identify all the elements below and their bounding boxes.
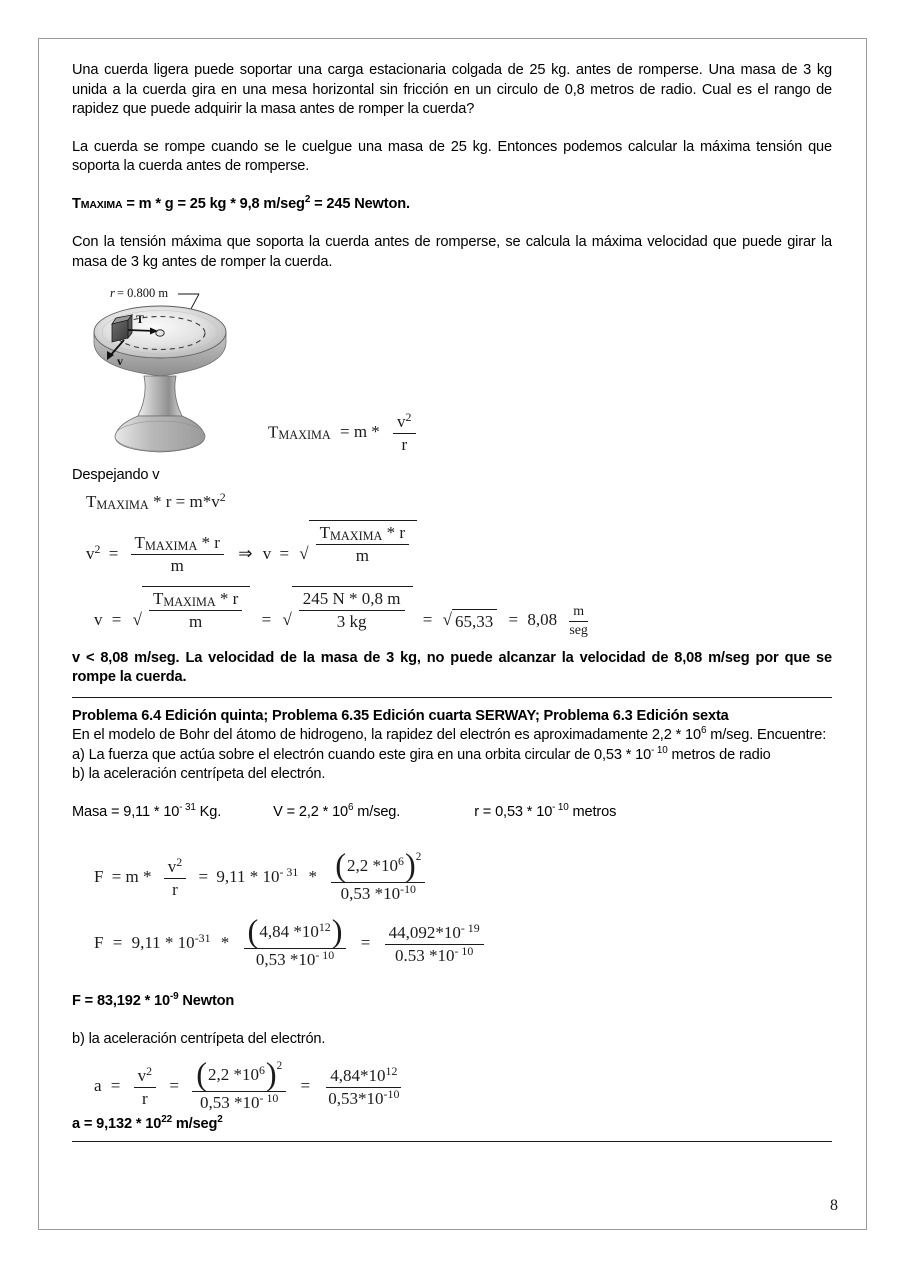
force-result-text1: F = 83,192 * 10	[72, 993, 170, 1010]
eq-step2-frac2-den: m	[355, 545, 369, 565]
eq-step3-radical2: √	[282, 610, 292, 630]
eq-step3-result: 8,08	[527, 610, 558, 630]
eq-force2-frac2-num-exp: - 19	[460, 920, 480, 935]
eq-force1-eq1: = m *	[111, 867, 152, 887]
eq-force2-frac2-den-exp: - 10	[454, 943, 474, 958]
despejando-label: Despejando v	[72, 467, 160, 483]
tension-exponent: 2	[304, 193, 311, 205]
eq-accel-paren-power	[196, 1056, 283, 1093]
eq-accel-paren-close: )	[265, 1056, 277, 1093]
eq-step2-frac2-sub: MAXIMA	[330, 528, 383, 543]
force-result	[72, 992, 832, 1012]
eq-force2-f: F	[94, 933, 104, 953]
eq-accel-frac1-num	[192, 1056, 286, 1093]
eq-force1-paren-close: )	[405, 847, 416, 884]
eq-tmax-num-exp: 2	[405, 410, 412, 424]
eq-step3-frac2	[299, 589, 405, 632]
eq-step2-frac2-num	[316, 523, 409, 545]
problem1-paragraph3: Con la tensión máxima que soporta la cuerda antes de romperse, se calcula la máxima velocidad que puede girar la masa de 3 kg antes de romper la cuerda.	[72, 234, 832, 270]
eq-step3-unit-num: m	[569, 604, 588, 622]
given-radius-unit: metros	[568, 803, 617, 820]
eq-step3-v: v	[94, 610, 103, 630]
eq-step2-frac1-t: T	[134, 533, 145, 553]
eq-step2-equals1: =	[108, 543, 119, 563]
eq-force2-paren-inner	[258, 918, 331, 942]
eq-force2-frac2-den-base: 0.53 *10	[394, 945, 455, 965]
problem1-conclusion: v < 8,08 m/seg. La velocidad de la masa de 3 kg, no puede alcanzar la velocidad de 8,08 m/seg por que se rompe la cuerda.	[72, 649, 832, 686]
eq-force1-den-exp: -10	[400, 882, 416, 897]
eq-force2-den-base: 0,53 *10	[255, 950, 316, 970]
eq-force1-outer-exp: 2	[415, 851, 422, 864]
eq-accel-frac2-den	[324, 1088, 403, 1109]
eq-accel-outer-exp: 2	[276, 1060, 283, 1073]
eq-accel-frac1-den-exp: - 10	[259, 1091, 279, 1106]
eq-step3-equals4: =	[508, 610, 519, 630]
problem2-item-a	[72, 746, 832, 766]
tension-arrow-label: T	[136, 312, 145, 326]
eq-accel-frac2-den-exp: -10	[383, 1086, 400, 1101]
given-radius-exp: - 10	[552, 801, 569, 813]
tension-rest-a: = m * g = 25 kg * 9,8 m/seg	[122, 195, 305, 212]
eq-step2-frac2-rest: * r	[382, 522, 406, 542]
eq-force1-v-exp: 2	[176, 854, 183, 869]
eq-accel-frac1-den	[196, 1092, 282, 1113]
eq-force2-times: *	[220, 933, 230, 953]
eq-step2-frac1-num	[131, 533, 224, 555]
eq-accel-frac2	[324, 1063, 403, 1109]
given-velocity-label: V = 2,2 * 10	[273, 803, 348, 820]
eq-force1-f: F	[94, 867, 104, 887]
figure-region	[72, 284, 832, 466]
eq-step1-t-sub: MAXIMA	[96, 497, 149, 512]
eq-accel-v-exp: 2	[146, 1063, 153, 1078]
eq-force1-paren-open: (	[335, 847, 347, 884]
eq-step2-arrow: ⇒	[238, 543, 253, 563]
eq-accel-frac1-den-base: 0,53 *10	[200, 1093, 260, 1113]
eq-step3-unit-frac	[565, 604, 592, 639]
tension-max-formula	[72, 195, 832, 216]
eq-tmax-denominator: r	[401, 435, 408, 454]
eq-accel-eq3: =	[300, 1076, 311, 1096]
problem2-item-b: b) la aceleración centrípeta del electrón.	[72, 766, 326, 783]
given-mass-unit: Kg.	[195, 803, 222, 820]
force-result-exp: -9	[169, 991, 179, 1003]
eq-force2-frac1-den	[252, 949, 338, 970]
accel-result-exp1: 22	[161, 1114, 172, 1126]
eq-step1-exp: 2	[219, 489, 226, 504]
problem2-item-b-repeat: b) la aceleración centrípeta del electrón.	[72, 1030, 326, 1047]
eq-tmax-definition	[268, 412, 420, 455]
eq-accel-paren-open: (	[196, 1056, 207, 1093]
eq-accel-eq1: =	[110, 1076, 121, 1096]
eq-force2-frac2-num-base: 44,092*10	[388, 922, 461, 942]
page-content	[72, 61, 832, 1151]
eq-accel-r: r	[142, 1088, 148, 1108]
eq-step3	[72, 586, 832, 639]
eq-step3-radical1: √	[132, 610, 142, 630]
eq-force2-paren	[247, 913, 343, 950]
eq-force2-frac2-num	[385, 920, 484, 945]
eq-force2-num-exp: 12	[318, 920, 331, 935]
eq-accel-frac2-num-exp: 12	[385, 1063, 398, 1078]
eq-force1-v: v	[167, 856, 177, 876]
eq-step3-sqrt1	[133, 586, 251, 632]
eq-tmax-equals: = m *	[339, 422, 380, 442]
eq-force1-eq2: =	[198, 867, 209, 887]
eq-force1-r: r	[172, 879, 178, 899]
eq-force1-paren-power	[335, 847, 422, 884]
eq-step3-frac1-rest: * r	[215, 589, 239, 609]
eq-step3-equals1: =	[111, 610, 122, 630]
eq-force2-num-base: 4,84 *10	[259, 922, 319, 942]
eq-accel-frac2-den-base: 0,53*10	[328, 1088, 384, 1108]
eq-step1-t: T	[86, 491, 97, 511]
eq-step3-radicand2	[292, 586, 413, 632]
eq-step2-frac2	[316, 523, 409, 566]
eq-step3-radicand1	[142, 586, 250, 632]
eq-force2-frac1-num	[244, 913, 347, 950]
eq-step2-frac1-den: m	[170, 556, 184, 576]
eq-force1-den-base: 0,53 *10	[340, 884, 401, 904]
eq-step3-frac2-num: 245 N * 0,8 m	[299, 589, 405, 611]
eq-step2-v-exp: 2	[94, 541, 101, 556]
eq-force-1	[72, 847, 832, 904]
problem2-statement-part2: m/seg. Encuentre:	[706, 727, 827, 744]
eq-step3-radicand3: 65,33	[452, 609, 497, 632]
eq-step3-equals3: =	[422, 610, 433, 630]
eq-force1-main-num	[331, 847, 425, 884]
given-velocity-exp: 6	[348, 801, 354, 813]
problem2-statement-part1: En el modelo de Bohr del átomo de hidrogeno, la rapidez del electrón es aproximadamente 2,2 * 10	[72, 727, 701, 744]
eq-step3-sqrt2	[282, 586, 412, 632]
problem1-paragraph2: La cuerda se rompe cuando se le cuelgue una masa de 25 kg. Entonces podemos calcular la máxima tensión que soporta la cuerda antes de romperse.	[72, 138, 832, 174]
eq-step3-frac2-den: 3 kg	[336, 612, 367, 632]
eq-accel-frac2-num	[326, 1063, 401, 1088]
problem1-statement: Una cuerda ligera puede soportar una carga estacionaria colgada de 25 kg. antes de romperse. Una masa de 3 kg unida a la cuerda gira en una mesa horizontal sin fricción en un circulo de 0,8 metros de radio. Cual es el rango de rapidez que puede adquirir la masa antes de romper la cuerda?	[72, 62, 832, 117]
eq-tmax-lhs-sub: MAXIMA	[278, 428, 331, 443]
eq-force2-coef: 9,11 * 10	[131, 933, 195, 953]
eq-step3-equals2: =	[261, 610, 272, 630]
eq-force1-times: *	[308, 867, 318, 887]
eq-step3-frac1-num	[149, 589, 242, 611]
section-separator-top	[72, 697, 832, 698]
eq-force2-den-exp: - 10	[315, 948, 335, 963]
eq-step2-v: v	[86, 543, 95, 563]
eq-accel-eq2: =	[169, 1076, 179, 1096]
problem2-givens	[72, 803, 832, 823]
eq-accel-frac2-num-base: 4,84*10	[330, 1065, 386, 1085]
eq-force2-frac2	[385, 920, 484, 966]
problem2-item-a-part2: metros de radio	[667, 746, 771, 763]
tension-rest-b: = 245 Newton.	[310, 195, 410, 212]
eq-force2-eq2: =	[360, 933, 371, 953]
page-frame	[38, 38, 867, 1230]
eq-step2-radical-sign: √	[299, 543, 309, 563]
accel-result-exp2: 2	[217, 1114, 223, 1126]
eq-accel-vr-frac	[134, 1063, 156, 1109]
eq-force-2	[72, 913, 832, 970]
eq-step2-equals2: =	[279, 543, 290, 563]
eq-step3-frac1	[149, 589, 242, 632]
eq-tmax-num-v: v	[397, 412, 406, 431]
eq-step3-frac1-t: T	[152, 589, 164, 609]
eq-accel-frac1	[192, 1056, 286, 1113]
eq-step3-frac1-sub: MAXIMA	[163, 595, 216, 610]
eq-accel-paren-inner	[207, 1061, 266, 1085]
eq-tmax-lhs: T	[268, 422, 279, 442]
given-velocity-unit: m/seg.	[353, 803, 401, 820]
radius-label-text: r	[110, 286, 115, 300]
eq-step2-frac1-sub: MAXIMA	[144, 539, 198, 554]
eq-force1-main-den	[337, 883, 420, 904]
eq-force2-paren-close: )	[331, 913, 343, 950]
given-radius-label: r = 0,53 * 10	[474, 803, 553, 820]
eq-force1-paren-inner	[346, 852, 405, 876]
eq-force1-inner-base: 2,2 *10	[347, 856, 399, 876]
section-separator-bottom	[72, 1141, 832, 1142]
accel-result-text1: a = 9,132 * 10	[72, 1116, 162, 1133]
problem2-item-a-part1: a) La fuerza que actúa sobre el electrón cuando este gira en una orbita circular de 0,53 * 10	[72, 746, 652, 763]
force-result-text2: Newton	[178, 993, 235, 1010]
eq-step1	[72, 489, 832, 512]
acceleration-result	[72, 1115, 832, 1135]
eq-force2-paren-open: (	[247, 913, 259, 950]
eq-step3-sqrt3	[443, 609, 498, 632]
eq-force2-frac1	[244, 913, 347, 970]
problem2-statement-exp: 6	[700, 725, 707, 737]
eq-force2-coef-exp: -31	[194, 931, 211, 946]
eq-accel-vr-num	[134, 1063, 156, 1088]
eq-step2-frac1-rest: * r	[197, 533, 220, 553]
eq-force1-main-frac	[331, 847, 425, 904]
eq-force2-eq1: =	[112, 933, 123, 953]
eq-force1-coef-exp: - 31	[279, 865, 299, 880]
eq-accel-v: v	[137, 1065, 147, 1085]
eq-tmax-fraction	[393, 412, 415, 455]
eq-step2-frac2-t: T	[319, 522, 331, 542]
eq-step3-radical3: √	[442, 610, 452, 630]
problem2-statement	[72, 726, 832, 746]
eq-step2-radicand	[309, 520, 417, 566]
accel-result-text2: m/seg	[171, 1116, 218, 1133]
problem2-item-a-exp: - 10	[651, 744, 668, 756]
eq-accel-inner-base: 2,2 *10	[207, 1065, 259, 1085]
radius-label-value: = 0.800 m	[117, 286, 169, 300]
eq-step2-v2: v	[262, 543, 272, 563]
eq-accel-a: a	[94, 1076, 102, 1096]
eq-force1-vr-num	[164, 854, 186, 879]
eq-force1-inner-exp: 6	[398, 854, 404, 869]
eq-step3-frac1-den: m	[189, 612, 203, 632]
problem2-title: Problema 6.4 Edición quinta; Problema 6.35 Edición cuarta SERWAY; Problema 6.3 Edición sexta	[72, 707, 729, 724]
eq-step3-unit-den: seg	[569, 622, 588, 638]
eq-force2-frac2-den	[391, 945, 477, 966]
page-number: 8	[830, 1197, 838, 1214]
eq-step1-mid: * r = m*v	[148, 491, 220, 511]
given-mass-exp: - 31	[179, 801, 196, 813]
eq-tmax-numerator	[393, 412, 415, 434]
eq-force1-vr-frac	[164, 854, 186, 900]
tension-subscript: MAXIMA	[80, 198, 123, 211]
eq-step2	[72, 520, 832, 577]
eq-accel-inner-exp: 6	[258, 1063, 265, 1078]
tension-symbol: T	[72, 195, 81, 212]
velocity-arrow-label: v	[117, 354, 123, 368]
eq-force1-coef: 9,11 * 10	[216, 867, 280, 887]
eq-step2-frac1	[131, 533, 224, 576]
eq-step2-sqrt	[299, 520, 417, 566]
given-mass-label: Masa = 9,11 * 10	[72, 803, 180, 820]
eq-acceleration	[72, 1056, 832, 1113]
